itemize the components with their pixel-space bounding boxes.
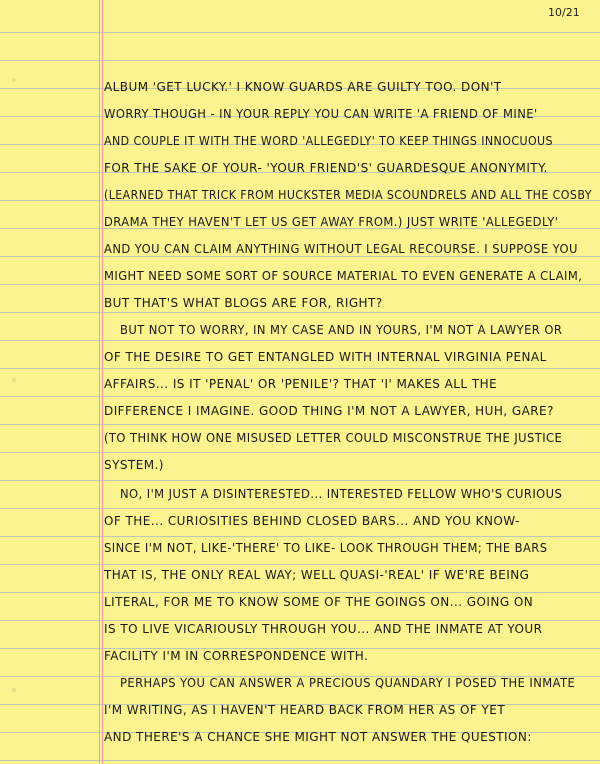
text-line: LITERAL, FOR ME TO KNOW SOME OF THE GOINGS ON... GOING ON [104, 595, 534, 609]
text-line: AFFAIRS... IS IT 'PENAL' OR 'PENILE'? THAT 'I' MAKES ALL THE [104, 377, 498, 391]
text-line: PERHAPS YOU CAN ANSWER A PRECIOUS QUANDARY I POSED THE INMATE [120, 676, 576, 690]
text-line: (TO THINK HOW ONE MISUSED LETTER COULD MISCONSTRUE THE JUSTICE [104, 431, 563, 445]
text-line: OF THE DESIRE TO GET ENTANGLED WITH INTERNAL VIRGINIA PENAL [104, 350, 547, 364]
text-line: AND YOU CAN CLAIM ANYTHING WITHOUT LEGAL RECOURSE. I SUPPOSE YOU [104, 242, 578, 256]
text-line: NO, I'M JUST A DISINTERESTED... INTERESTED FELLOW WHO'S CURIOUS [120, 487, 563, 501]
text-line: IS TO LIVE VICARIOUSLY THROUGH YOU... AND THE INMATE AT YOUR [104, 622, 543, 636]
text-line: ALBUM 'GET LUCKY.' I KNOW GUARDS ARE GUILTY TOO. DON'T [104, 80, 502, 94]
text-line: WORRY THOUGH - IN YOUR REPLY YOU CAN WRITE 'A FRIEND OF MINE' [104, 107, 538, 121]
text-line: SINCE I'M NOT, LIKE-'THERE' TO LIKE- LOOK THROUGH THEM; THE BARS [104, 541, 548, 555]
text-line: BUT THAT'S WHAT BLOGS ARE FOR, RIGHT? [104, 296, 383, 310]
text-line: MIGHT NEED SOME SORT OF SOURCE MATERIAL TO EVEN GENERATE A CLAIM, [104, 269, 583, 283]
text-line: AND COUPLE IT WITH THE WORD 'ALLEGEDLY' TO KEEP THINGS INNOCUOUS [104, 134, 553, 148]
page-number: 10/21 [548, 6, 580, 19]
text-line: FACILITY I'M IN CORRESPONDENCE WITH. [104, 649, 369, 663]
text-line: AND THERE'S A CHANCE SHE MIGHT NOT ANSWER THE QUESTION: [104, 730, 532, 744]
text-line: DIFFERENCE I IMAGINE. GOOD THING I'M NOT A LAWYER, HUH, GARE? [104, 404, 554, 418]
text-line: DRAMA THEY HAVEN'T LET US GET AWAY FROM.) JUST WRITE 'ALLEGEDLY' [104, 215, 559, 229]
text-line: OF THE... CURIOSITIES BEHIND CLOSED BARS... AND YOU KNOW- [104, 514, 520, 528]
text-line: FOR THE SAKE OF YOUR- 'YOUR FRIEND'S' GUARDESQUE ANONYMITY. [104, 161, 548, 175]
text-line: I'M WRITING, AS I HAVEN'T HEARD BACK FROM HER AS OF YET [104, 703, 506, 717]
text-line: THAT IS, THE ONLY REAL WAY; WELL QUASI-'REAL' IF WE'RE BEING [104, 568, 530, 582]
text-line: BUT NOT TO WORRY, IN MY CASE AND IN YOURS, I'M NOT A LAWYER OR [120, 323, 563, 337]
text-line: (LEARNED THAT TRICK FROM HUCKSTER MEDIA SCOUNDRELS AND ALL THE COSBY [104, 188, 592, 202]
text-line: SYSTEM.) [104, 458, 164, 472]
